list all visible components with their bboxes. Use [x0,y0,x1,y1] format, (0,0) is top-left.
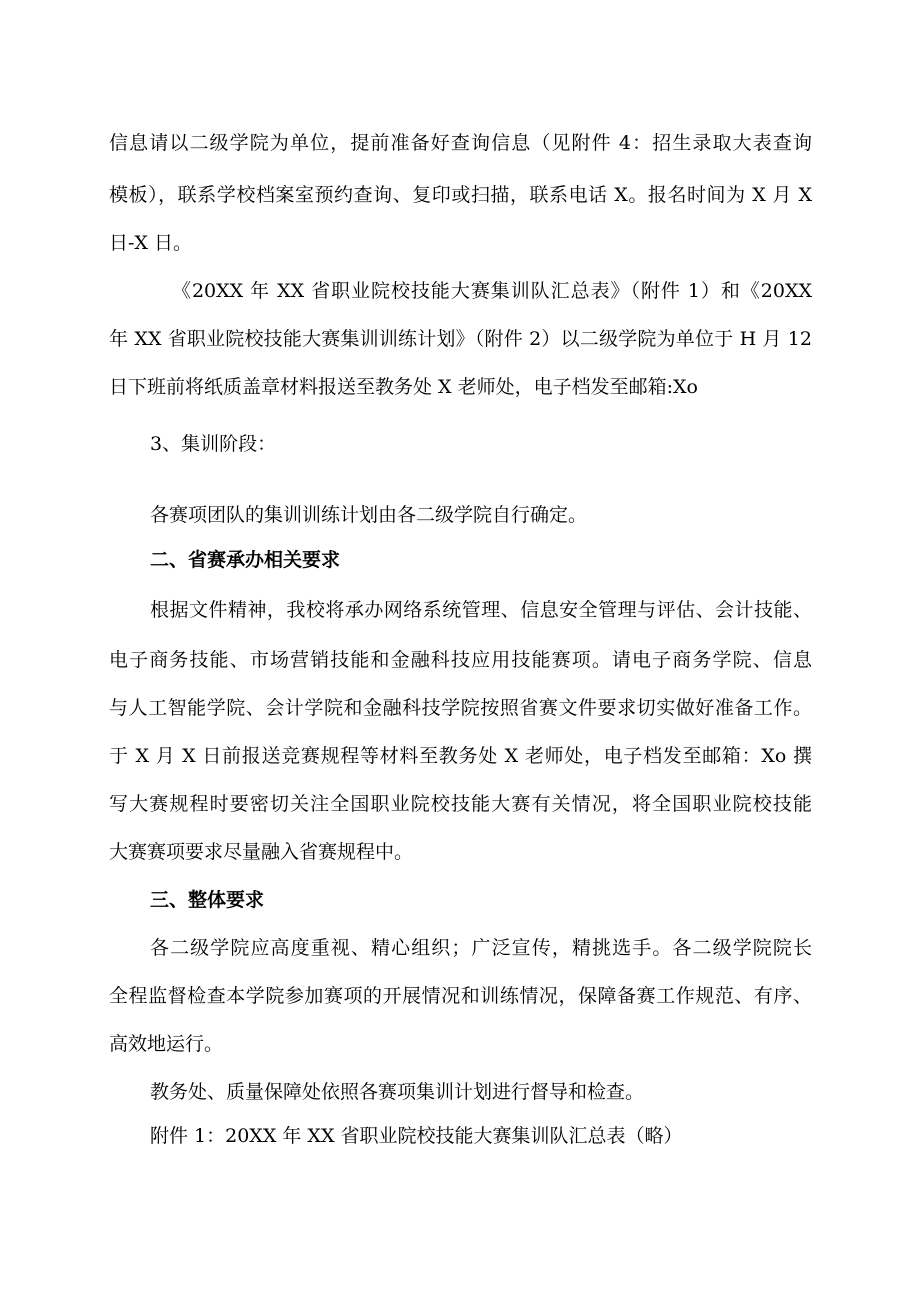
attachment-note: 附件 1：20XX 年 XX 省职业院校技能大赛集训队汇总表（略） [150,1125,683,1147]
paragraph-line: 日-X 日。 [109,232,192,254]
paragraph-line: 高效地运行。 [109,1033,224,1055]
paragraph-line: 大赛赛项要求尽量融入省赛规程中。 [109,841,414,863]
paragraph-line: 与人工智能学院、会计学院和金融科技学院按照省赛文件要求切实做好准备工作。 [109,697,812,719]
paragraph-line: 年 XX 省职业院校技能大赛集训训练计划》（附件 2）以二级学院为单位于 H 月 12 [109,328,812,350]
paragraph-line: 《20XX 年 XX 省职业院校技能大赛集训队汇总表》（附件 1）和《20XX [172,280,812,302]
paragraph-line: 教务处、质量保障处依照各赛项集训计划进行督导和检查。 [150,1081,645,1103]
paragraph-line: 模板），联系学校档案室预约查询、复印或扫描，联系电话 X。报名时间为 X 月 X [109,184,812,206]
paragraph-line: 全程监督检查本学院参加赛项的开展情况和训练情况，保障备赛工作规范、有序、 [109,985,812,1007]
paragraph-line: 根据文件精神，我校将承办网络系统管理、信息安全管理与评估、会计技能、 [150,599,812,621]
paragraph-line: 信息请以二级学院为单位，提前准备好查询信息（见附件 4：招生录取大表查询 [109,132,812,154]
paragraph-line: 写大赛规程时要密切关注全国职业院校技能大赛有关情况，将全国职业院校技能 [109,793,812,815]
paragraph-line: 电子商务技能、市场营销技能和金融科技应用技能赛项。请电子商务学院、信息 [109,649,812,671]
paragraph-line: 日下班前将纸质盖章材料报送至教务处 X 老师处，电子档发至邮箱:Xo [109,376,698,398]
stage-heading: 3、集训阶段： [150,433,277,455]
section-heading: 三、整体要求 [150,889,265,911]
section-heading: 二、省赛承办相关要求 [150,549,341,571]
paragraph-line: 各二级学院应高度重视、精心组织；广泛宣传，精挑选手。各二级学院院长 [150,937,812,959]
paragraph-line: 于 X 月 X 日前报送竞赛规程等材料至教务处 X 老师处，电子档发至邮箱：Xo 撰 [109,745,812,767]
paragraph-line: 各赛项团队的集训训练计划由各二级学院自行确定。 [150,504,588,526]
